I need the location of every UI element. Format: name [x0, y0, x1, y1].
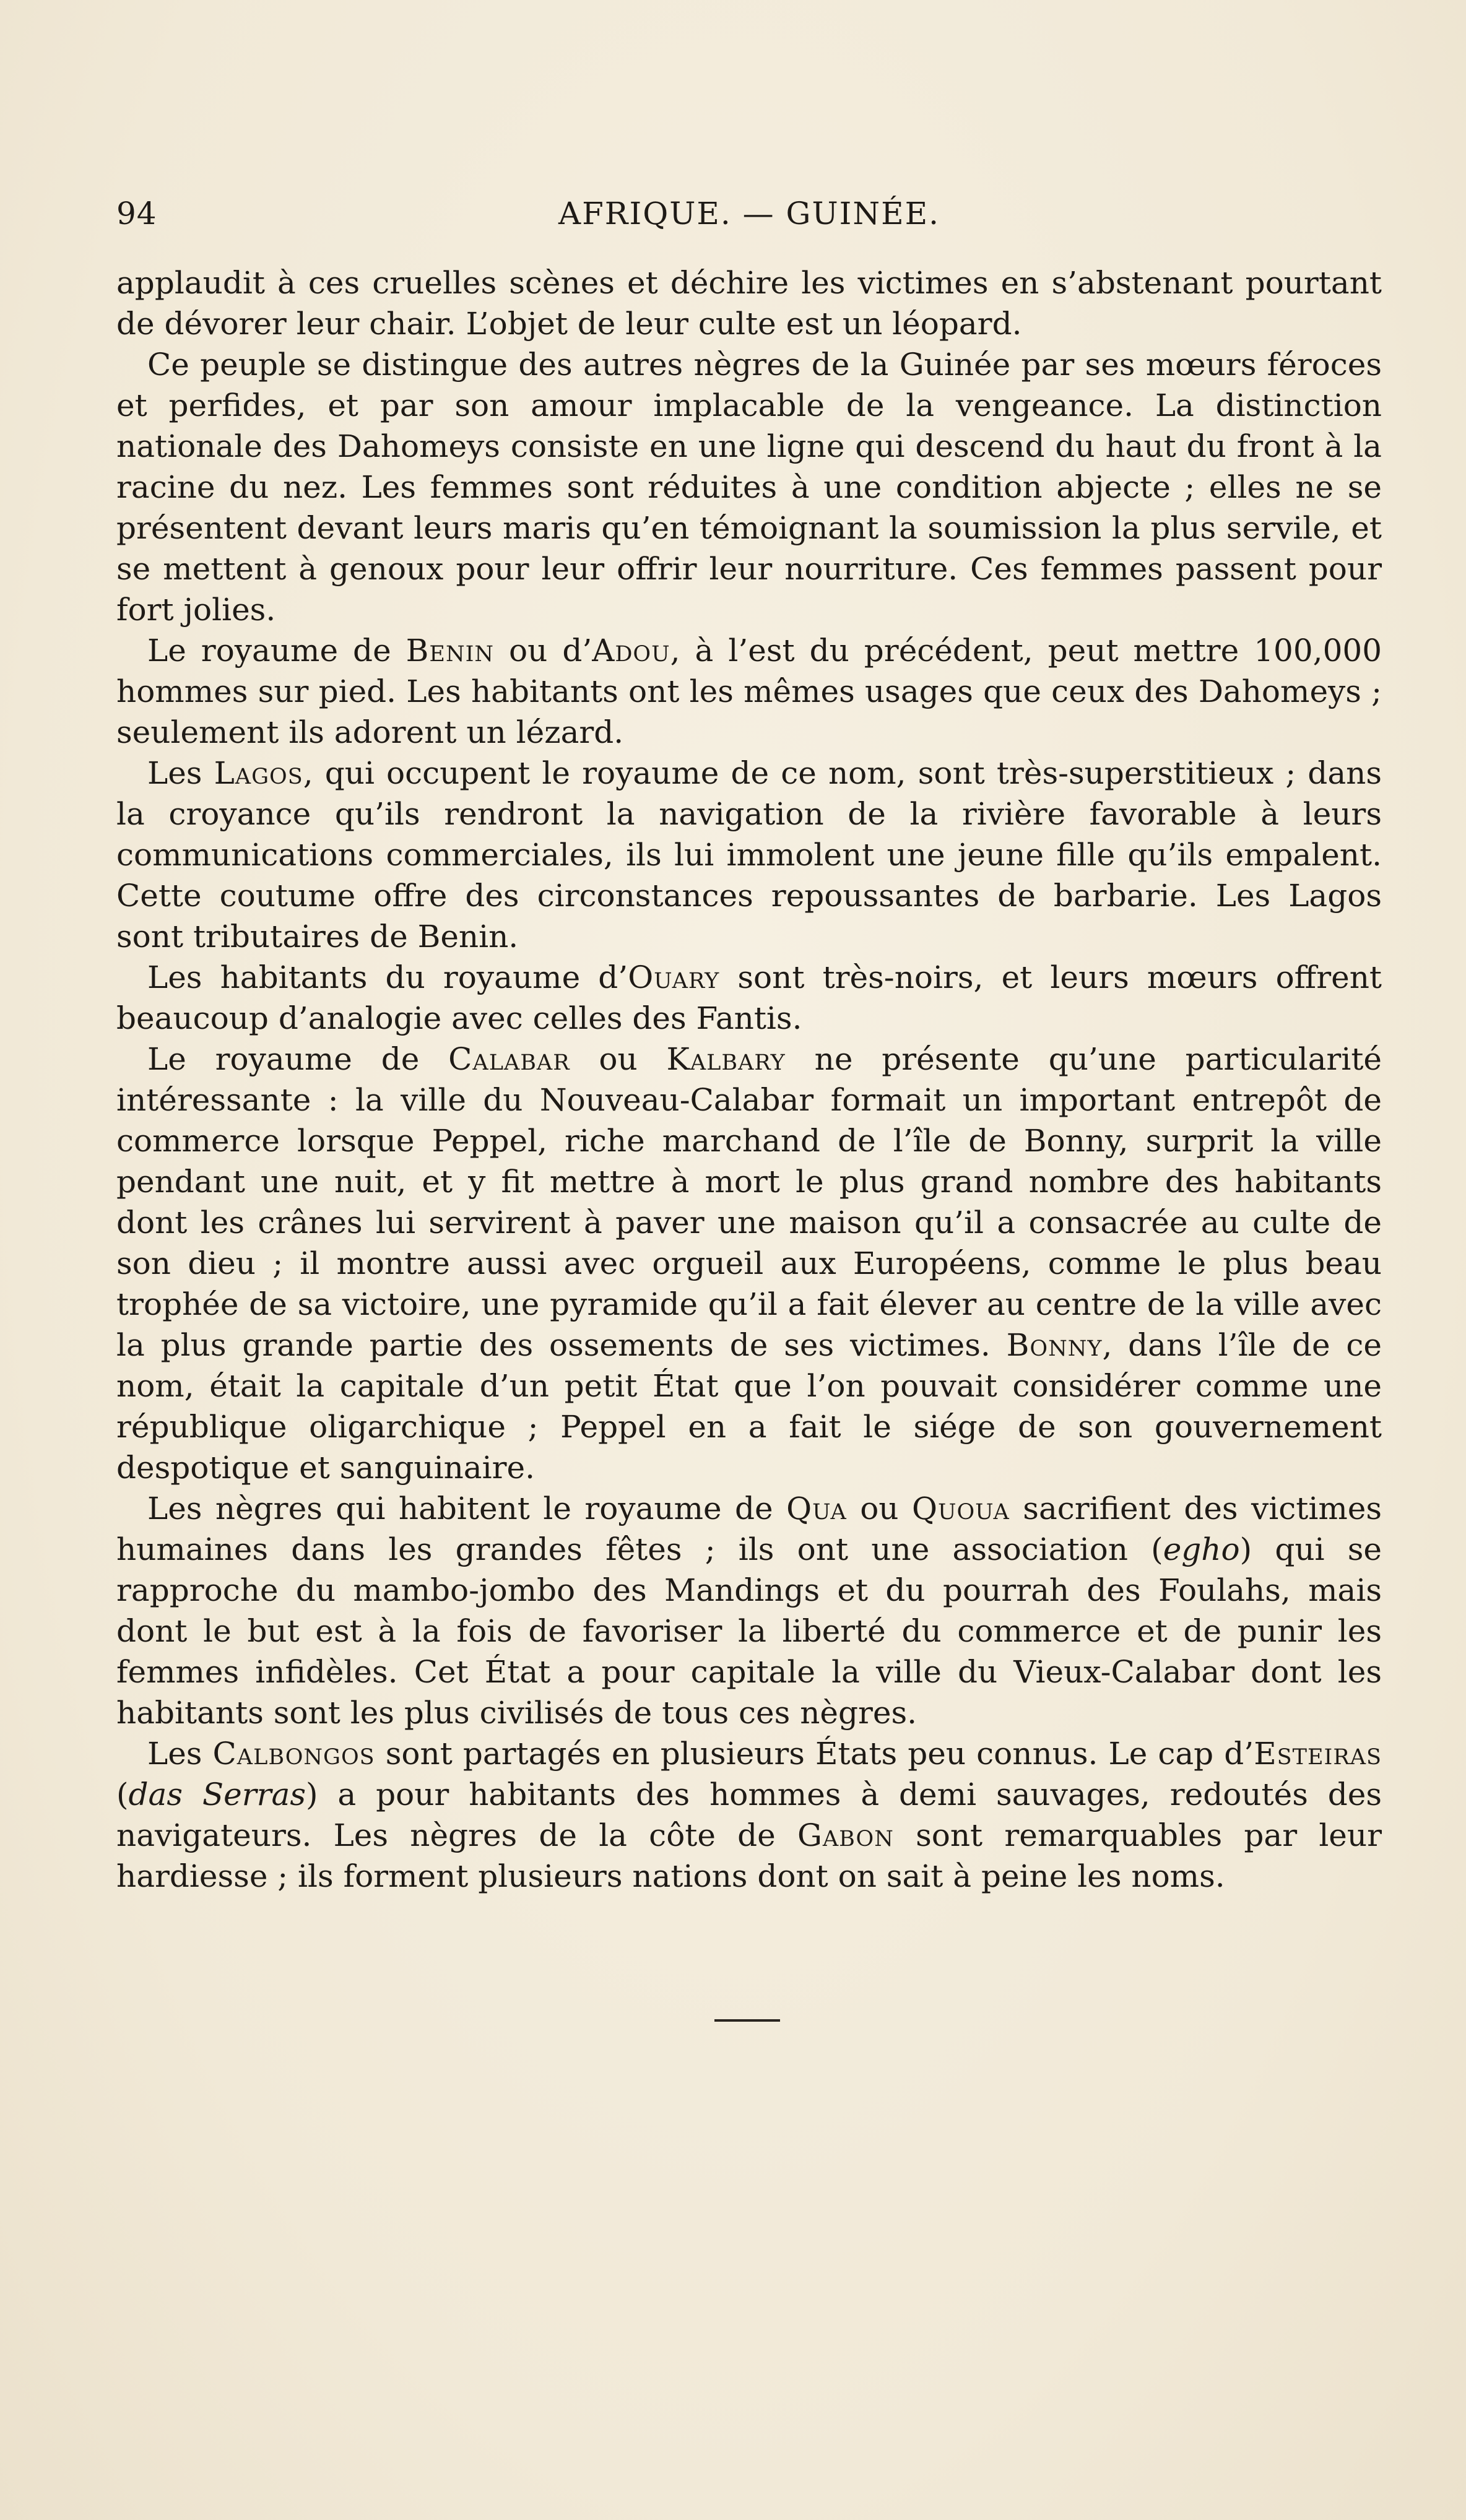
proper-name: Ouary: [628, 959, 720, 995]
paragraph: [116, 1039, 1382, 1488]
text-run: , à l’est du précédent, peut mettre 100,000 hommes sur pied. Les habitants ont les mêmes usages que ceux des Dahomeys ; seulement ils adorent un lézard.: [116, 633, 1382, 750]
text-run: , qui occupent le royaume de ce nom, sont très-superstitieux ; dans la croyance qu’ils rendront la navigation de la rivière favorable à leurs communications commerciales, ils lui immolent une jeune fille qu’ils empalent. Cette coutume offre des circonstances repoussantes de barbarie. Les Lagos sont tributaires de Benin.: [116, 755, 1382, 955]
paragraph: [116, 262, 1382, 344]
text-run: Les: [147, 755, 214, 791]
closing-rule: [714, 2019, 780, 2022]
paragraph: [116, 630, 1382, 753]
text-run: Les nègres qui habitent le royaume de: [147, 1491, 787, 1526]
proper-name: Bonny: [1006, 1327, 1103, 1363]
page-header: [116, 196, 1382, 235]
text-run: Les habitants du royaume d’: [147, 959, 628, 995]
text-run: (: [116, 1777, 129, 1812]
body-text: [116, 262, 1382, 1897]
paragraph: [116, 753, 1382, 957]
text-run: sont très-noirs, et leurs mœurs offrent beaucoup d’analogie avec celles des Fantis.: [116, 959, 1382, 1036]
proper-name: Quoua: [911, 1491, 1010, 1526]
proper-name: Gabon: [797, 1817, 894, 1853]
italic-term: egho: [1163, 1531, 1240, 1567]
text-run: ou: [570, 1041, 667, 1077]
proper-name: Adou: [592, 633, 670, 669]
text-run: ) a pour habitants des hommes à demi sauvages, redoutés des navigateurs. Les nègres de la côte de: [116, 1777, 1382, 1853]
text-run: Le royaume de: [147, 633, 406, 669]
proper-name: Benin: [406, 633, 495, 669]
proper-name: Esteiras: [1254, 1736, 1382, 1772]
proper-name: Calbongos: [212, 1736, 375, 1772]
paragraph: [116, 1488, 1382, 1733]
text-run: ne présente qu’une particularité intéressante : la ville du Nouveau-Calabar formait un important entrepôt de commerce lorsque Peppel, riche marchand de l’île de Bonny, surprit la ville pendant une nuit, et y fit mettre à mort le plus grand nombre des habitants dont les crânes lui servirent à paver une maison qu’il a consacrée au culte de son dieu ; il montre aussi avec orgueil aux Européens, comme le plus beau trophée de sa victoire, une pyramide qu’il a fait élever au centre de la ville avec la plus grande partie des ossements de ses victimes.: [116, 1041, 1382, 1363]
proper-name: Kalbary: [666, 1041, 786, 1077]
text-run: ou: [846, 1491, 912, 1526]
text-run: Le royaume de: [147, 1041, 449, 1077]
text-run: Ce peuple se distingue des autres nègres de la Guinée par ses mœurs féroces et perfides, et par son amour implacable de la vengeance. La distinction nationale des Dahomeys consiste en une ligne qui descend du haut du front à la racine du nez. Les femmes sont réduites à une condition abjecte ; elles ne se présentent devant leurs maris qu’en témoignant la soumission la plus servile, et se mettent à genoux pour leur offrir leur nourriture. Ces femmes passent pour fort jolies.: [116, 347, 1382, 628]
text-run: applaudit à ces cruelles scènes et déchire les victimes en s’abstenant pourtant de dévorer leur chair. L’objet de leur culte est un léopard.: [116, 265, 1382, 342]
paragraph: [116, 957, 1382, 1039]
italic-term: das Serras: [128, 1777, 306, 1812]
text-run: Les: [147, 1736, 213, 1772]
proper-name: Qua: [786, 1491, 847, 1526]
text-run: sacrifient des victimes humaines dans les grandes fêtes ; ils ont une association (: [116, 1491, 1382, 1567]
text-run: sont remarquables par leur hardiesse ; ils forment plusieurs nations dont on sait à peine les noms.: [116, 1817, 1382, 1894]
text-run: ou d’: [494, 633, 592, 669]
paragraph: [116, 344, 1382, 630]
page-number: 94: [116, 196, 157, 232]
paragraph: [116, 1733, 1382, 1897]
proper-name: Calabar: [448, 1041, 570, 1077]
proper-name: Lagos: [214, 755, 303, 791]
text-run: ) qui se rapproche du mambo-jombo des Mandings et du pourrah des Foulahs, mais dont le but est à la fois de favoriser la liberté du commerce et de punir les femmes infidèles. Cet État a pour capitale la ville du Vieux-Calabar dont les habitants sont les plus civilisés de tous ces nègres.: [116, 1531, 1382, 1731]
running-title: AFRIQUE. — GUINÉE.: [558, 196, 940, 232]
text-run: sont partagés en plusieurs États peu connus. Le cap d’: [375, 1736, 1254, 1772]
text-run: , dans l’île de ce nom, était la capitale d’un petit État que l’on pouvait considérer comme une république oligarchique ; Peppel en a fait le siége de son gouvernement despotique et sanguinaire.: [116, 1327, 1382, 1486]
